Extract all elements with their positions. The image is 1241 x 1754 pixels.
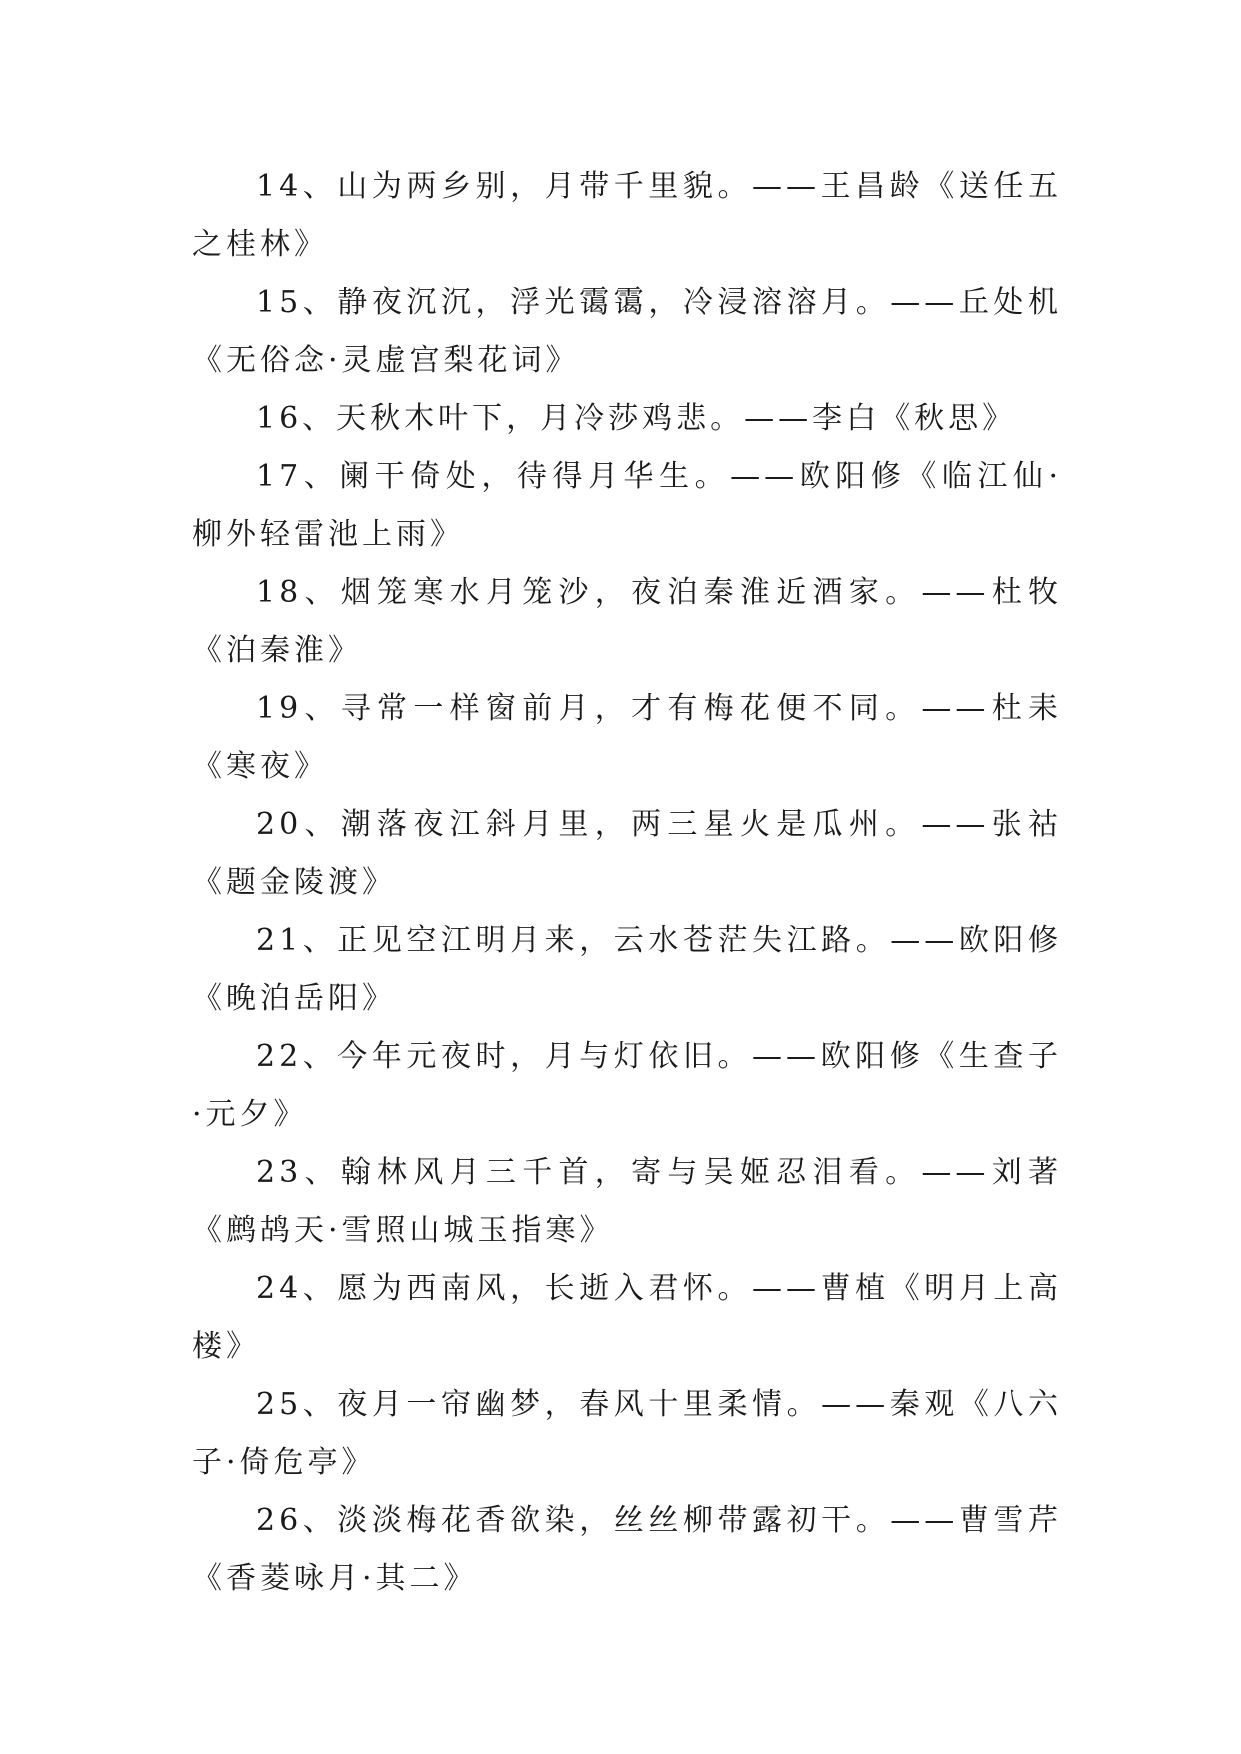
poem-entry-22: 22、今年元夜时，月与灯依旧。——欧阳修《生查子·元夕》 (192, 1039, 1062, 1132)
poem-entry-19: 19、寻常一样窗前月，才有梅花便不同。——杜耒《寒夜》 (192, 691, 1062, 784)
poem-entry-21: 21、正见空江明月来，云水苍茫失江路。——欧阳修《晚泊岳阳》 (192, 923, 1062, 1016)
poem-entry-16: 16、天秋木叶下，月冷莎鸡悲。——李白《秋思》 (256, 401, 1017, 436)
poem-entry-17: 17、阑干倚处，待得月华生。——欧阳修《临江仙·柳外轻雷池上雨》 (192, 459, 1062, 552)
poem-entry-18: 18、烟笼寒水月笼沙，夜泊秦淮近酒家。——杜牧《泊秦淮》 (192, 575, 1062, 668)
poem-list (192, 158, 1062, 1608)
poem-entry-26: 26、淡淡梅花香欲染，丝丝柳带露初干。——曹雪芹《香菱咏月·其二》 (192, 1503, 1062, 1596)
poem-entry-25: 25、夜月一帘幽梦，春风十里柔情。——秦观《八六子·倚危亭》 (192, 1387, 1062, 1480)
poem-entry-15: 15、静夜沉沉，浮光霭霭，冷浸溶溶月。——丘处机《无俗念·灵虚宫梨花词》 (192, 285, 1062, 378)
poem-entry-14: 14、山为两乡别，月带千里貌。——王昌龄《送任五之桂林》 (192, 169, 1062, 262)
poem-entry-20: 20、潮落夜江斜月里，两三星火是瓜州。——张祜《题金陵渡》 (192, 807, 1062, 900)
poem-entry-24: 24、愿为西南风，长逝入君怀。——曹植《明月上高楼》 (192, 1271, 1062, 1364)
poem-entry-23: 23、翰林风月三千首，寄与吴姬忍泪看。——刘著《鹧鸪天·雪照山城玉指寒》 (192, 1155, 1062, 1248)
